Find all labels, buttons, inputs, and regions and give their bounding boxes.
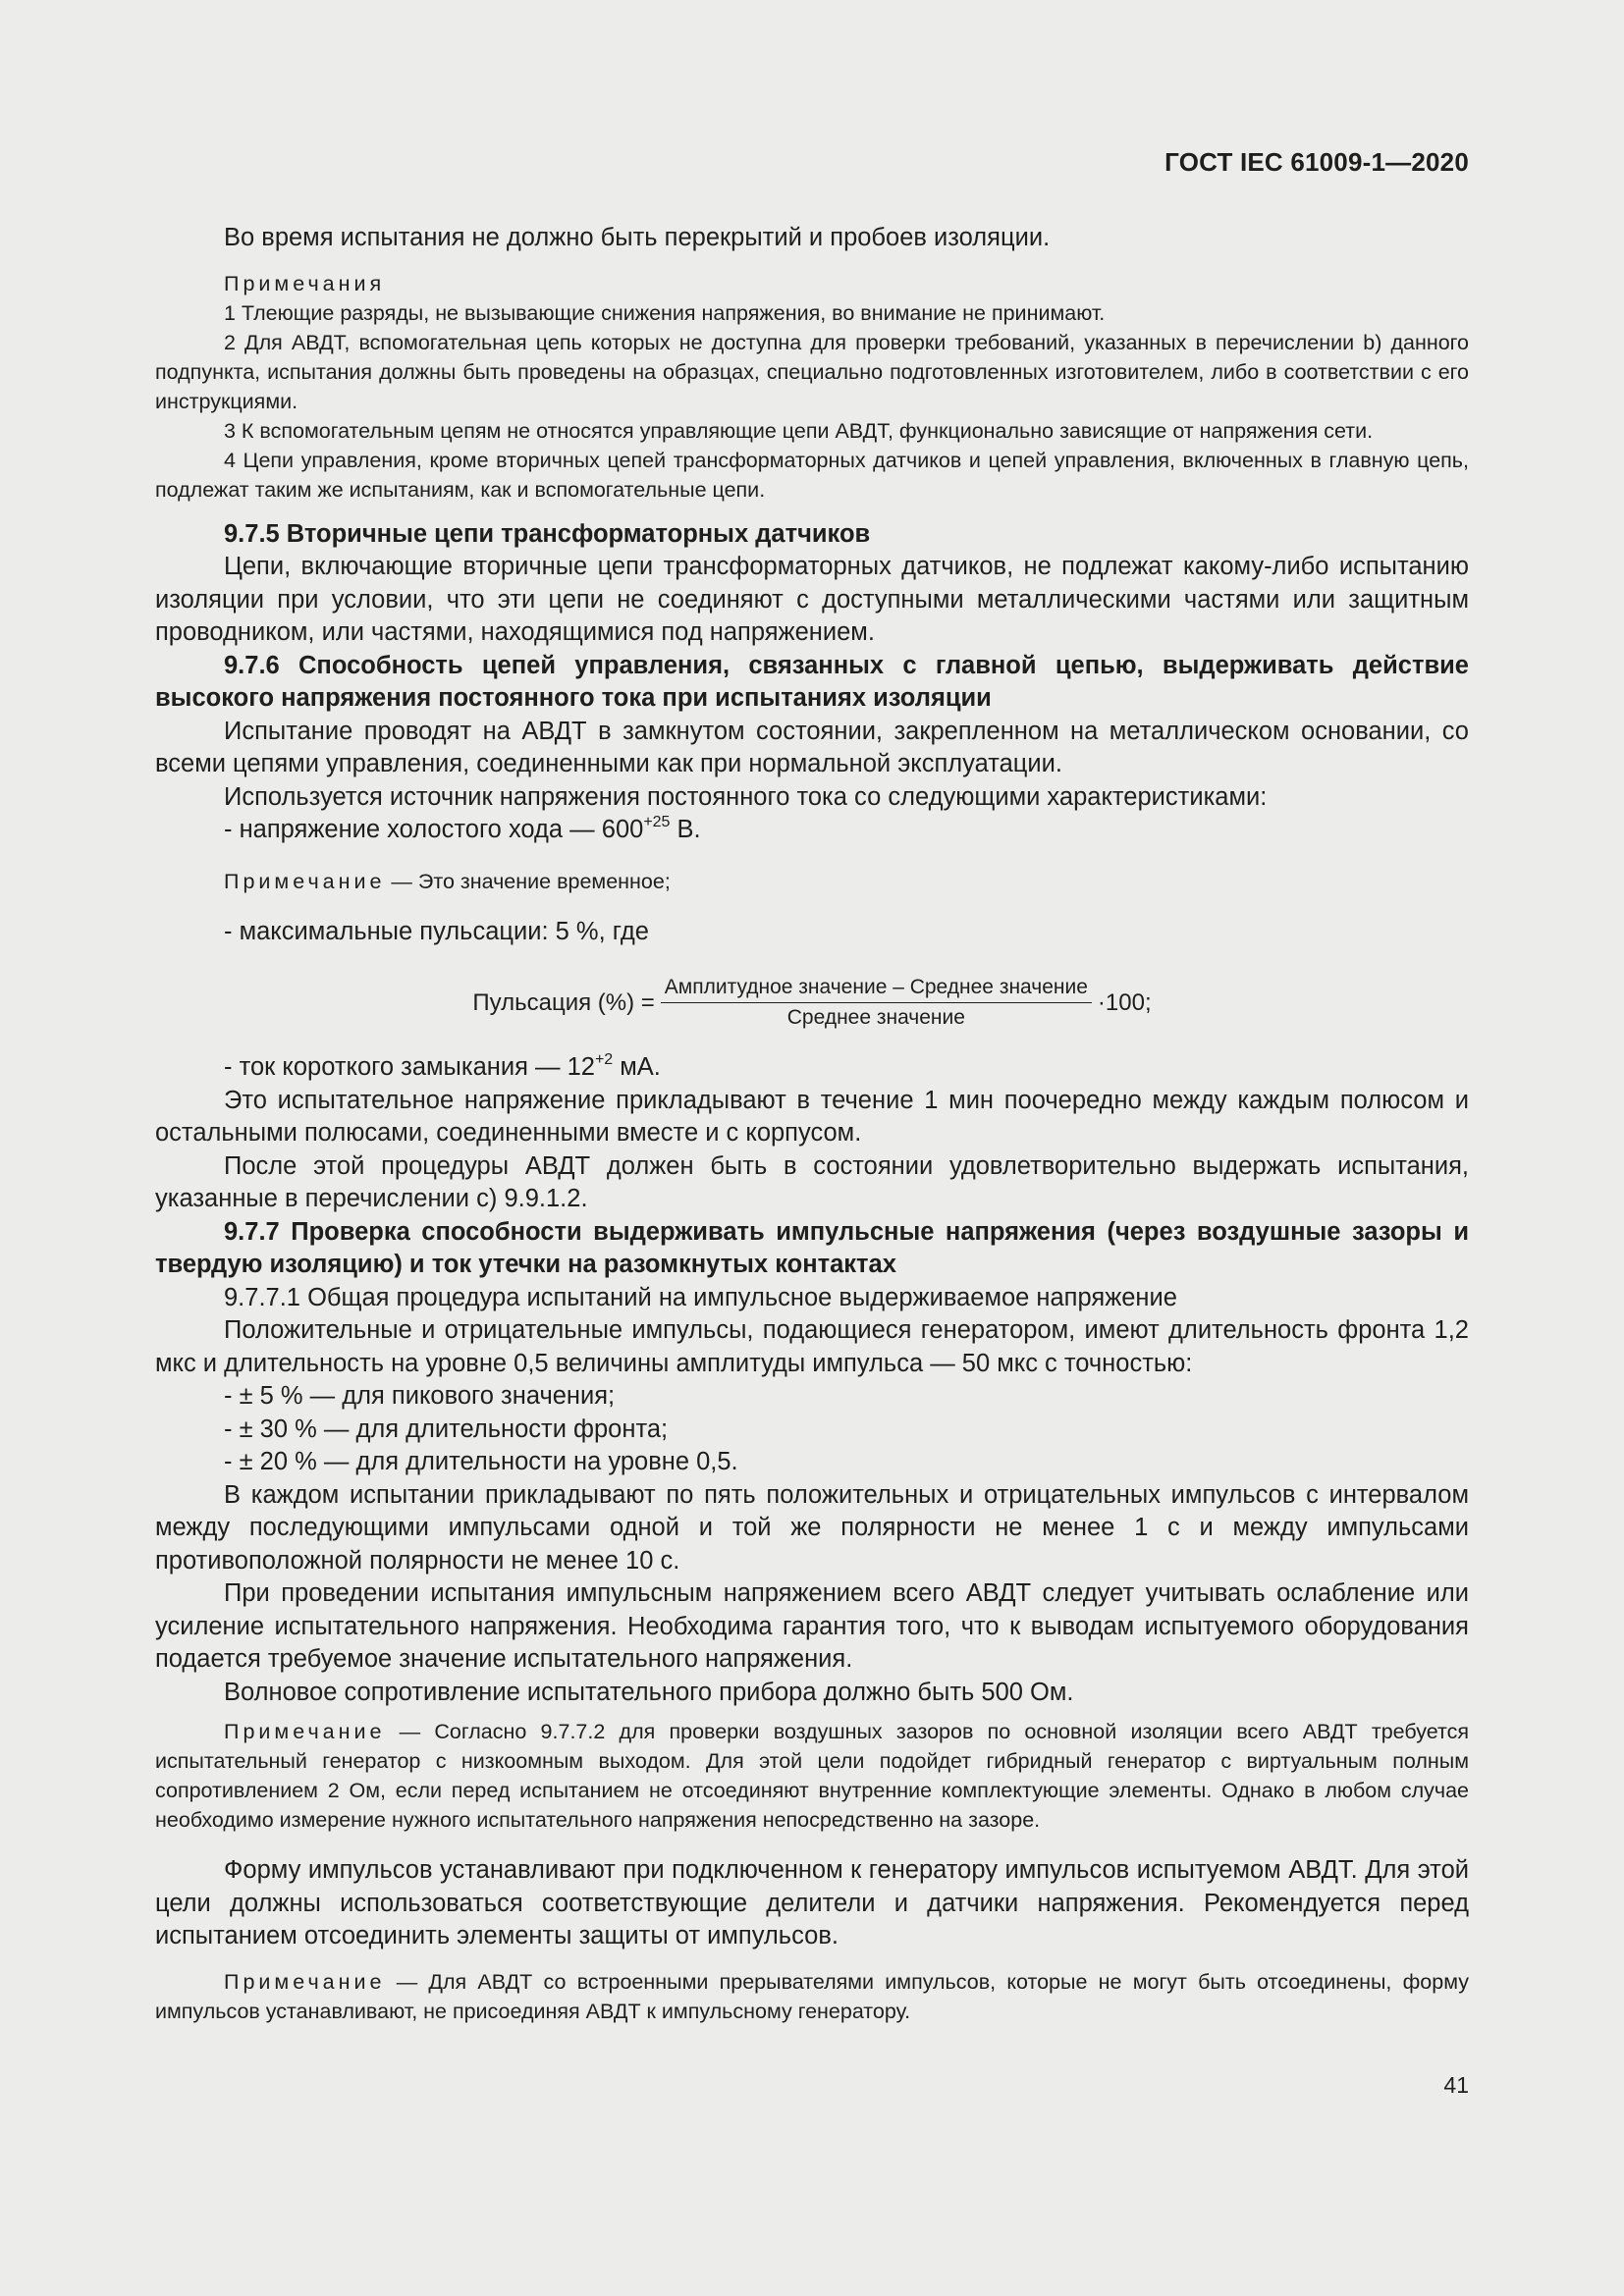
note-text: — Согласно 9.7.7.2 для проверки воздушных зазоров по основной изоляции всего АВДТ требуется испытательный генератор с низкоомным выходом. Для этой цели подойдет гибридный генератор с виртуальным полным сопротивлением 2 Ом, если перед испытанием не отсоединяют внутренние комплектующие элементы. Однако в любом случае необходимо измерение нужного испытательного напряжения непосредственно на зазоре. [155, 1720, 1469, 1832]
tolerance-list-item: - ± 20 % — для длительности на уровне 0,5. [224, 1448, 738, 1475]
notes-title: Примечания [224, 271, 386, 295]
section-9-7-6-paragraph-2: Используется источник напряжения постоянного тока со следующими характеристиками: [224, 782, 1268, 811]
list-item-ripple: - максимальные пульсации: 5 %, где [224, 917, 649, 945]
formula-rhs: ·100; [1097, 988, 1152, 1016]
ripple-formula [155, 976, 1469, 1030]
list-item-voltage [155, 814, 1469, 847]
section-9-7-7-1-paragraph-3: При проведении испытания импульсным напряжением всего АВДТ следует учитывать ослабление или усиление испытательного напряжения. Необходима гарантия того, что к выводам испытуемого оборудования подается требуемое значение испытательного напряжения. [155, 1579, 1469, 1673]
list-item-current [155, 1051, 1469, 1085]
document-body [155, 222, 1469, 2026]
formula-lhs: Пульсация (%) = [472, 988, 655, 1016]
note-item-3: 3 К вспомогательным цепям не относятся управляющие цепи АВДТ, функционально зависящие от напряжения сети. [224, 418, 1374, 443]
section-9-7-7-1-heading: 9.7.7.1 Общая процедура испытаний на импульсное выдерживаемое напряжение [224, 1283, 1177, 1311]
voltage-tolerance: +25 [643, 814, 671, 830]
section-9-7-7-1-paragraph-4: Волновое сопротивление испытательного прибора должно быть 500 Ом. [224, 1678, 1074, 1706]
document-header: ГОСТ IEC 61009-1—2020 [1164, 147, 1469, 177]
note-item-2: 2 Для АВДТ, вспомогательная цепь которых не доступна для проверки требований, указанных в перечислении b) данного подпункта, испытания должны быть проведены на образцах, специально подготовленных изготовителем, либо в соответствии с его инструкциями. [155, 330, 1469, 413]
current-text: - ток короткого замыкания — 12 [224, 1053, 595, 1081]
section-9-7-6-paragraph-1: Испытание проводят на АВДТ в замкнутом состоянии, закрепленном на металлическом основании, со всеми цепями управления, соединенными как при нормальной эксплуатации. [155, 717, 1469, 777]
notes-heading [155, 269, 1469, 298]
note-text: — Это значение временное; [385, 869, 671, 893]
note-item-4: 4 Цепи управления, кроме вторичных цепей трансформаторных датчиков и цепей управления, включенных в главную цепь, подлежат таким же испытаниям, как и вспомогательные цепи. [155, 448, 1469, 502]
section-9-7-7-1-paragraph-2: В каждом испытании прикладывают по пять положительных и отрицательных импульсов с интервалом между последующими импульсами одной и той же полярности не менее 1 с и между импульсами противоположной полярности не менее 10 с. [155, 1480, 1469, 1575]
note-text: — Для АВДТ со встроенными прерывателями импульсов, которые не могут быть отсоединены, форму импульсов устанавливают, не присоединяя АВДТ к импульсному генератору. [155, 1969, 1469, 2023]
note-item-1: 1 Тлеющие разряды, не вызывающие снижения напряжения, во внимание не принимают. [224, 300, 1106, 325]
voltage-unit: В. [670, 816, 701, 843]
note-temporary [155, 867, 1469, 896]
formula-fraction [661, 976, 1092, 1030]
note-label: Примечание [224, 1720, 386, 1743]
note-label: Примечание [224, 869, 386, 893]
note-generator [155, 1717, 1469, 1835]
section-9-7-7-1-paragraph-1: Положительные и отрицательные импульсы, подающиеся генератором, имеют длительность фронта 1,2 мкс и длительность на уровне 0,5 величины амплитуды импульса — 50 мкс с точностью: [155, 1316, 1469, 1377]
paragraph-intro: Во время испытания не должно быть перекрытий и пробоев изоляции. [224, 224, 1051, 251]
section-9-7-6-heading: 9.7.6 Способность цепей управления, связанных с главной цепью, выдерживать действие высокого напряжения постоянного тока при испытаниях изоляции [155, 651, 1469, 712]
current-tolerance: +2 [594, 1051, 614, 1068]
section-9-7-7-heading: 9.7.7 Проверка способности выдерживать импульсные напряжения (через воздушные зазоры и твердую изоляцию) и ток утечки на разомкнутых контактах [155, 1217, 1469, 1278]
current-unit: мА. [613, 1053, 661, 1081]
section-9-7-5-heading: 9.7.5 Вторичные цепи трансформаторных датчиков [224, 519, 871, 548]
formula-denominator: Среднее значение [786, 1006, 965, 1029]
note-interrupters [155, 1967, 1469, 2026]
formula-numerator: Амплитудное значение – Среднее значение [661, 976, 1092, 1003]
section-9-7-6-paragraph-4: После этой процедуры АВДТ должен быть в состоянии удовлетворительно выдержать испытания, указанные в перечислении с) 9.9.1.2. [155, 1151, 1469, 1212]
section-9-7-7-1-paragraph-5: Форму импульсов устанавливают при подключенном к генератору импульсов испытуемом АВДТ. Для этой цели должны использоваться соответствующие делители и датчики напряжения. Рекомендуется перед испытанием отсоединить элементы защиты от импульсов. [155, 1856, 1469, 1949]
tolerance-list-item: - ± 5 % — для пикового значения; [224, 1382, 616, 1410]
page-number: 41 [1443, 2072, 1469, 2098]
note-label: Примечание [224, 1969, 386, 1994]
tolerance-list-item: - ± 30 % — для длительности фронта; [224, 1415, 669, 1443]
voltage-text: - напряжение холостого хода — 600 [224, 816, 644, 843]
section-9-7-6-paragraph-3: Это испытательное напряжение прикладывают в течение 1 мин поочередно между каждым полюсом и остальными полюсами, соединенными вместе и с корпусом. [155, 1086, 1469, 1147]
section-9-7-5-paragraph: Цепи, включающие вторичные цепи трансформаторных датчиков, не подлежат какому-либо испытанию изоляции при условии, что эти цепи не соединяют с доступными металлическими частями или защитным проводником, или частями, находящимися под напряжением. [155, 553, 1469, 646]
